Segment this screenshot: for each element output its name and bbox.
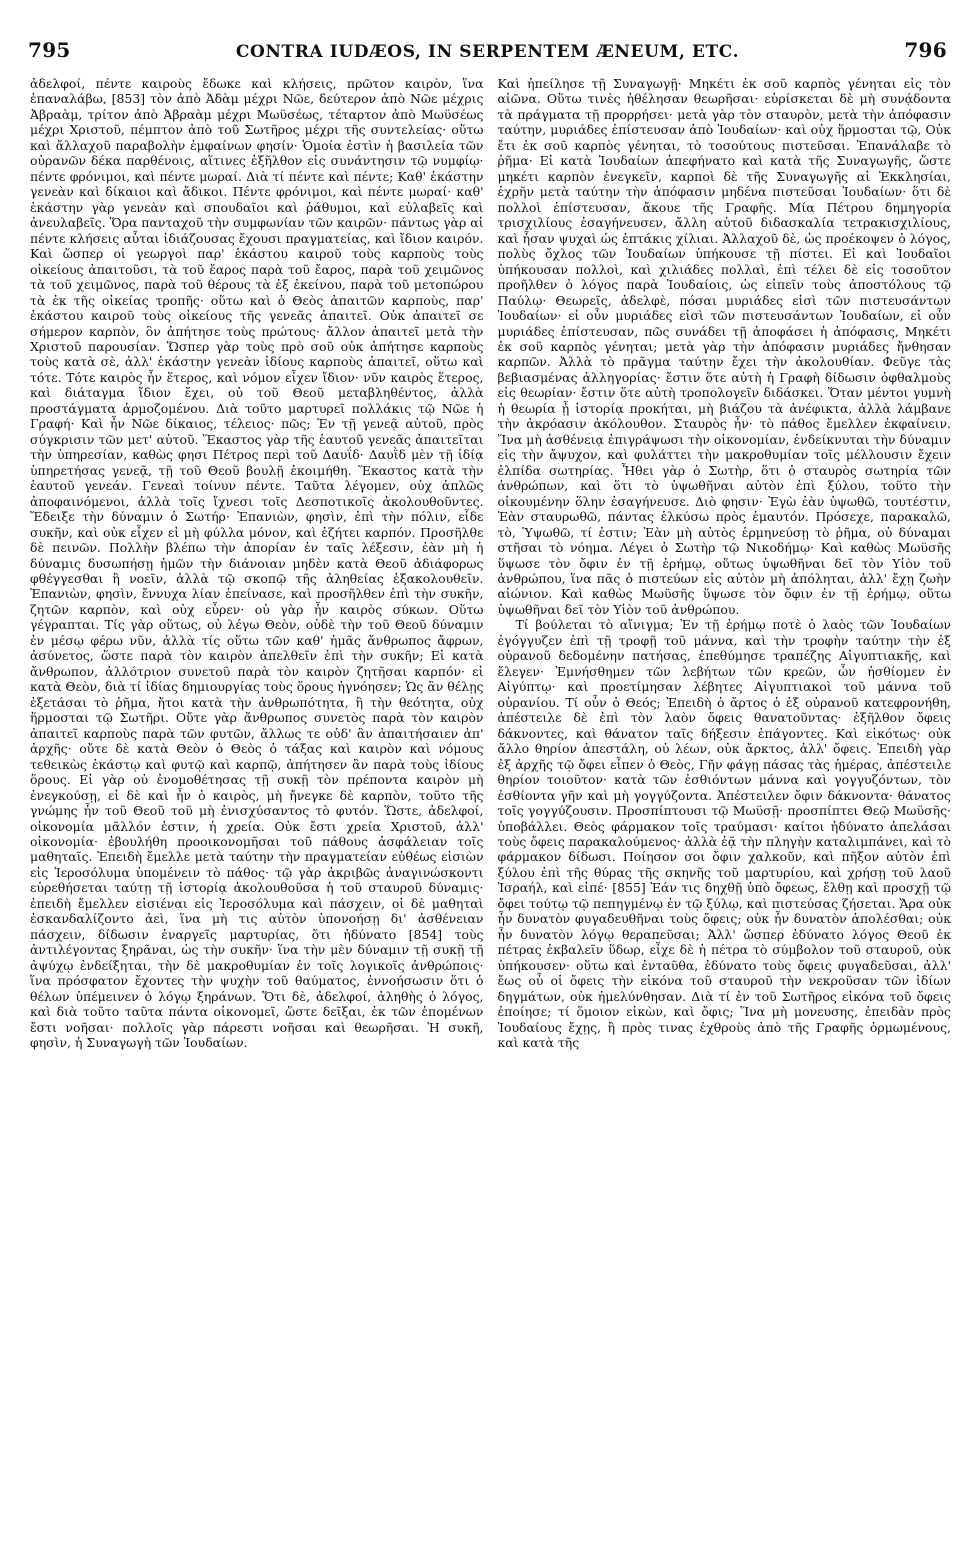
- left-column-text: ἀδελφοί, πέντε καιροὺς ἔδωκε καὶ κλήσεις, πρῶτον καιρὸν, ἵνα ἐπαναλάβω, [853] τὸν ἀπὸ Ἀδὰμ μέχρι Νῶε, δεύτερον ἀπὸ Νῶε μέχρις Ἀβραὰμ, τρίτον ἀπὸ Ἀβραὰμ μέχρι Μωϋσέως, τέταρτον ἀπὸ Μωϋσέως μέχρι Χριστοῦ, πέμπτον ἀπὸ τοῦ Σωτῆρος μέχρι τῆς συντελείας· οὕτω καὶ ἄλλαχοῦ παραβολὴν ἐμφαίνων φησίν· Ὁμοία ἐστὶν ἡ βασιλεία τῶν οὐρανῶν δέκα παρθένοις, αἵτινες ἐξῆλθον εἰς συνάντησιν τῷ νυμφίῳ· πέντε φρόνιμοι, καὶ πέντε μωραί. Διὰ τί πέντε καὶ πέντε; Καθ' ἑκάστην γενεὰν καὶ δίκαιοι καὶ ἄδικοι. Πέντε φρόνιμοι, καὶ πέντε μωραί· καθ' ἑκάστην γὰρ γενεὰν καὶ σπουδαῖοι καὶ ῥάθυμοι, καὶ εὐλαβεῖς καὶ ἀνευλαβεῖς. Ὅρα πανταχοῦ τὴν συμφωνίαν τῶν καιρῶν· πάντως γὰρ αἱ πέντε κλήσεις αὗται ἰδιάζουσας ἔχουσι πραγματείας, καὶ ἴδιον καιρόν. Καὶ ὥσπερ οἱ γεωργοὶ παρ' ἑκάστου καιροῦ τοὺς καρποὺς τοὺς οἰκείους ἀπαιτοῦσι, τὰ τοῦ ἔαρος παρὰ τοῦ ἔαρος, παρὰ τοῦ χειμῶνος τὰ τοῦ χειμῶνος, παρὰ τοῦ θέρους τὰ ἐξ ἐκείνου, παρὰ τοῦ μετοπώρου τὰ ἐκ τῆς οἰκείας τροπῆς· οὕτω καὶ ὁ Θεὸς ἀπαιτῶν καρποὺς, παρ' ἑκάστου καιροῦ τοὺς οἰκείους τῆς γενεᾶς ἀπαιτεῖ. Οὐκ ἀπαιτεῖ σε σήμερον καρπὸν, ὃν ἀπήτησε τοὺς πρώτους· ἄλλον ἀπαιτεῖ μετὰ τὴν Χριστοῦ παρουσίαν. Ὥσπερ γὰρ τοὺς πρὸ σοῦ οὐκ ἀπήτησε καρποὺς τοὺς κατὰ σὲ, ἀλλ' ἑκάστην γενεὰν ἰδίους καρποὺς ἀπαιτεῖ, οὕτω καὶ τότε. Τότε καιρὸς ἦν ἕτερος, καὶ νόμον εἶχεν ἴδιον· νῦν καιρὸς ἕτερος, καὶ διάταγμα ἴδιον ἔχει, οὐ τοῦ Θεοῦ μεταβληθέντος, ἀλλὰ προστάγματα ἁρμοζομένου. Διὰ τοῦτο μαρτυρεῖ πολλάκις τῷ Νῶε ἡ Γραφή· Καὶ ἦν Νῶε δίκαιος, τέλειος· πῶς; Ἐν τῇ γενεᾷ αὐτοῦ, πρὸς σύγκρισιν τῶν μετ' αὐτοῦ. Ἕκαστος γὰρ τῆς ἑαυτοῦ γενεᾶς ἀπαιτεῖται τὴν ὑπηρεσίαν, καθὼς φησι Πέτρος περὶ τοῦ Δαυΐδ· Δαυῒδ μὲν τῇ ἰδίᾳ ὑπηρετήσας γενεᾷ, τῇ τοῦ Θεοῦ βουλῇ ἐκοιμήθη. Ἕκαστος κατὰ τὴν ἑαυτοῦ γενεάν. Γενεαὶ τοίνυν πέντε. Ταῦτα λέγομεν, οὐχ ἁπλῶς ἀποφαινόμενοι, ἀλλὰ τοῖς ἴχνεσι τοῖς Δεσποτικοῖς ἀκολουθοῦντες. Ἔδειξε τὴν δύναμιν ὁ Σωτήρ· Ἐπανιὼν, φησὶν, ἐπὶ τὴν πόλιν, εἶδε συκῆν, καὶ οὐκ εἶχεν εἰ μὴ φύλλα μόνον, καὶ ἐζήτει καρπόν. Προσῆλθε δὲ πεινῶν. Πολλὴν βλέπω τὴν ἀπορίαν ἐν ταῖς λέξεσιν, ἐὰν μὴ ἡ δύναμις δυσωπήσῃ ἡμῶν τὴν διάνοιαν μηδὲν κατὰ Θεοῦ ἀδιάφορως φθέγγεσθαι ἢ νοεῖν, ἀλλὰ τῷ σκοπῷ τῆς ἀληθείας ἐξακολουθεῖν. Ἐπανιὼν, φησὶν, ἔννυχα λίαν ἐπείνασε, καὶ προσῆλθεν ἐπὶ τὴν συκῆν, ζητῶν καρπὸν, καὶ οὐχ εὗρεν· οὐ γὰρ ἦν καιρὸς σύκων. Οὕτω γέγραπται. Τίς γὰρ οὕτως, οὐ λέγω Θεὸν, οὐδὲ τὴν τοῦ Θεοῦ δύναμιν ἐν μέσῳ φέρω νῦν, ἀλλὰ τίς οὕτω τῶν καθ' ἡμᾶς ἄνθρωπος ἄφρων, ἀσύνετος, ὥστε παρὰ τὸν καιρὸν ἀπελθεῖν ἐπὶ τὴν συκῆν; Εἰ κατὰ ἄνθρωπον, ἀλλότριον συνετοῦ παρὰ τὸν καιρὸν ζητῆσαι καρπόν· εἰ κατὰ Θεὸν, διὰ τί ἰδίας δημιουργίας τοὺς ὅρους ἠγνόησεν; Ὡς ἂν θέλῃς ἐξετάσαι τὸ ῥῆμα, ἤτοι κατὰ τὴν ἀνθρωπότητα, ἢ τὴν θεότητα, οὐχ ἥρμοσται τῷ Σωτῆρι. Οὔτε γὰρ ἄνθρωπος συνετὸς παρὰ τὸν καιρὸν ἀπαιτεῖ καρποὺς παρὰ τῶν φυτῶν, ἄλλως τε οὐδ' ἂν ἀπαιτήσαιεν ἀπ' ἀρχῆς· οὔτε δὲ κατὰ Θεὸν ὁ Θεὸς ὁ τάξας καὶ καιρὸν καὶ νόμους τεθεικὼς ἑκάστῳ καὶ φυτῷ καὶ καρπῷ, ἀπήτησεν ἂν παρὰ τοὺς ἰδίους ὅρους. Εἰ γὰρ οὐ ἐνομοθέτησας τῇ συκῇ τὸν πρέποντα καιρὸν μὴ ἐνεγκούσῃ, εἰ δὲ καὶ ἦν ὁ καιρὸς, μὴ ἤνεγκε δὲ καρπὸν, τοῦτο τῆς γνώμης ἦν τοῦ Θεοῦ τοῦ μὴ ἐνισχύσαντος τὸ φυτόν. Ὥστε, ἀδελφοί, οἰκονομία μᾶλλόν ἐστιν, ἡ χρεία. Οὐκ ἔστι χρεία Χριστοῦ, ἀλλ' οἰκονομία· ἐβουλήθη προοικονομῆσαι τοῦ πάθους ἀσφάλειαν τοῖς μαθηταῖς. Ἐπειδὴ ἔμελλε μετὰ ταύτην τὴν πραγματείαν εὐθέως εἰσιὼν εἰς Ἱεροσόλυμα ὑπομένειν τὸ πάθος· τῷ γὰρ ἀκριβῶς ἀναγινώσκοντι εὑρεθήσεται ταύτῃ τῇ ἱστορίᾳ ἀκολουθοῦσα ἡ τοῦ σταυροῦ δύναμις· ἐπειδὴ ἔμελλεν εἰσιέναι εἰς Ἱεροσόλυμα καὶ πάσχειν, οἱ δὲ μαθηταὶ ἐσκανδαλίζοντο ἀεὶ, ἵνα μὴ τις αὐτὸν ὑπονοήσῃ δι' ἀσθένειαν πάσχειν, δίδωσιν ἐναργεῖς μαρτυρίας, ὅτι ἠδύνατο [854] τοὺς ἀντιλέγοντας ξηρᾶναι, ὡς τὴν συκῆν· ἵνα τὴν μὲν δύναμιν τῇ συκῇ τῇ ἀψύχῳ ἐνδείξηται, τὴν δὲ μακροθυμίαν ἐν τοῖς λογικοῖς ἀνθρώποις· ἵνα πρόσφατον ἔχοντες τὴν ψυχὴν τοῦ θαύματος, ἐννοήσωσιν ὅτι ὁ θέλων ὑπέμεινεν ὁ λόγῳ ξηράνων. Ὅτι δὲ, ἀδελφοί, ἀληθὴς ὁ λόγος, καὶ διὰ τοῦτο ταῦτα πάντα οἰκονομεῖ, ὥστε δεῖξαι, ἐκ τῶν ἑπομένων ἔστι νοῆσαι· πολλοῖς γὰρ πάρεστι νοῆσαι καὶ θεωρῆσαι. Ἡ συκῆ, φησὶν, ἡ Συναγωγὴ τῶν Ἰουδαίων.: [30, 76, 484, 1051]
- right-column-paragraph-2: Τί βούλεται τὸ αἴνιγμα; Ἐν τῇ ἐρήμῳ ποτὲ ὁ λαὸς τῶν Ἰουδαίων ἐγόγγυζεν ἐπὶ τῇ τροφῇ τοῦ μάννα, καὶ τὴν τροφὴν ταύτην τὴν ἐξ οὐρανοῦ δεδομένην πατήσας, ἐπεθύμησε τραπέζης Αἰγυπτιακῆς, καὶ ἔλεγεν· Ἐμνήσθημεν τῶν λεβήτων τῶν κρεῶν, ὧν ἠσθίομεν ἐν Αἰγύπτῳ· καὶ προετίμησαν λέβητες Αἰγυπτιακοὶ τοῦ μάννα τοῦ οὐρανίου. Τί οὖν ὁ Θεός; Ἐπειδὴ ὁ ἄρτος ὁ ἐξ οὐρανοῦ κατεφρονήθη, ἀπέστειλε δὲ ἐπὶ τὸν λαὸν ὄφεις θανατοῦντας· ἐξῆλθον ὄφεις δάκνοντες, καὶ θάνατον ταῖς δήξεσιν ἐπάγοντες. Καὶ εἰκότως· οὐκ ἄλλο θηρίον ἀπεστάλη, οὐ λέων, οὐκ ἄρκτος, ἀλλ' ὄφεις. Ἐπειδὴ γὰρ ἐξ ἀρχῆς τῷ ὄφει εἶπεν ὁ Θεὸς, Γῆν φάγῃ πάσας τὰς ἡμέρας, ἀπέστειλε θηρίον τοιοῦτον· κατὰ τῶν ἐσθιόντων μάννα καὶ γογγυζόντων, τὸν ἐσθίοντα γῆν καὶ μὴ γογγύζοντα. Ἀπέστειλεν ὄφιν δάκνοντα· θάνατος τοῖς γογγύζουσιν. Προσπίπτουσι τῷ Μωϋσῇ· προσπίπτει Θεῷ Μωϋσῆς· ὑποβάλλει. Θεὸς φάρμακον τοῖς τραύμασι· καίτοι ἠδύνατο ἀπελάσαι τοὺς ὄφεις παρακαλούμενος· ἀλλὰ ἐᾷ τὴν πληγὴν καταλιμπάνει, καὶ τὸ φάρμακον δίδωσι. Ποίησον σοι ὄφιν χαλκοῦν, καὶ πῆξον αὐτὸν ἐπὶ ξύλου ἐπὶ τῆς θύρας τῆς σκηνῆς τοῦ μαρτυρίου, καὶ χρήσῃ τοῦ λαοῦ Ἰσραήλ, καὶ εἰπέ· [855] Ἐάν τις δηχθῇ ὑπὸ ὄφεως, ἔλθῃ καὶ προσχῇ τῷ ὄφει τούτῳ τῷ πεπηγμένῳ ἐν τῷ ξύλῳ, καὶ πιστεύσας ζήσεται. Ἄρα οὐκ ἦν δυνατὸν φυγαδευθῆναι τοὺς ὄφεις; οὐκ ἦν δυνατὸν ἀπολέσθαι; οὐκ ἦν δυνατὸν λόγῳ θεραπεῦσαι; Ἀλλ' ὥσπερ ἐδύνατο λόγος Θεοῦ ἐκ πέτρας ἐκβαλεῖν ὕδωρ, εἶχε δὲ ἡ πέτρα τὸ σύμβολον τοῦ σταυροῦ, οὐκ ὑπήκουσεν· οὕτω καὶ ἐνταῦθα, ἐδύνατο τοὺς ὄφεις φυγαδεῦσαι, ἀλλ' ἔως οὗ οἱ ὄφεις τὴν εἰκόνα τοῦ σταυροῦ τὴν νεκροῦσαν τῶν ἰδίων δηγμάτων, οὐκ ἠμελύνθησαν. Διὰ τί ἐν τοῦ Σωτῆρος εἰκόνα τοῦ ὄφεις ἐποίησε; τί ὅμοιον εἰκὼν, καὶ ὄφις; Ἵνα μὴ μονευσης, ἐπειδὰν πρὸς Ἰουδαίους ἔχῃς, ἢ πρὸς τινας ἐχθροὺς ἀπὸ τῆς Γραφῆς ὁρμωμένους, καὶ κατὰ τῆς: [497, 617, 951, 1051]
- text-columns: [30, 76, 951, 1533]
- page-number-left: 795: [28, 38, 71, 62]
- right-column: [498, 76, 952, 1533]
- right-column-paragraph-1: Καὶ ἠπείλησε τῇ Συναγωγῇ· Μηκέτι ἐκ σοῦ καρπὸς γένηται εἰς τὸν αἰῶνα. Οὕτω τινὲς ἠθέλησαν θεωρῆσαι· εὑρίσκεται δὲ μὴ συνᾴδοντα τὰ πράγματα τῇ προρρήσει· μετὰ γὰρ τὸν σταυρὸν, μετὰ τὴν ἀπόφασιν ταύτην, μυριάδες ἐπίστευσαν ἀπὸ Ἰουδαίων· καὶ οὐχ ἥρμοσται τῷ, Οὐκ ἔτι ἐκ σοῦ καρπὸς γένηται, τὸ τοσούτους πιστεῦσαι. Ἐπανάλαβε τὸ ῥῆμα· Εἰ κατὰ Ἰουδαίων ἀπεφήνατο καὶ κατὰ τῆς Συναγωγῆς, ὥστε μηκέτι καρπὸν ἐνεγκεῖν, καρποὶ δὲ τῆς Συναγωγῆς αἱ Ἐκκλησίαι, ἐχρῆν μετὰ ταύτην τὴν ἀπόφασιν μηδένα πιστεῦσαι Ἰουδαίων· ὅτι δὲ πολλοὶ ἐπίστευσαν, ἄκουε τῆς Γραφῆς. Μία Πέτρου δημηγορία τρισχιλίους ἐσαγήνευσεν, ἄλλη αὐτοῦ διδασκαλία τετρακισχιλίους, καὶ ἦσαν ψυχαὶ ὡς ἑπτάκις χίλιαι. Ἀλλαχοῦ δὲ, ὡς προέκοψεν ὁ λόγος, πολὺς ὄχλος τῶν Ἰουδαίων ὑπήκουσε τῇ πίστει. Εἰ καὶ Ἰουδαῖοι ὑπήκουσαν πολλοὶ, καὶ χιλιάδες πολλαὶ, ἐπὶ τέλει δὲ εἰς τοσοῦτον προῆλθεν ὁ λόγος παρὰ Ἰουδαίοις, ὡς εἰπεῖν τοὺς ἀποστόλους τῷ Παύλῳ· Θεωρεῖς, ἀδελφὲ, πόσαι μυριάδες εἰσὶ τῶν πιστευσάντων Ἰουδαίων· εἰ οὖν μυριάδες εἰσὶ τῶν πιστευσάντων Ἰουδαίων, εἰ οὖν μυριάδες ἐπίστευσαν, πῶς συνάδει τῇ ἀποφάσει ἡ ἀπόφασις, Μηκέτι ἐκ σοῦ καρπὸς γένηται; μετὰ γὰρ τὴν ἀπόφασιν μυριάδες ἤνθησαν καρπῶν. Ἀλλὰ τὸ πρᾶγμα ταύτην ἔχει τὴν ἀκολουθίαν. Φεῦγε τὰς βεβιασμένας ἀλληγορίας· ἔστιν ὅτε αὐτὴ ἡ Γραφὴ δίδωσιν ὀφθαλμοὺς εἰς θεωρίαν· ἔστιν ὅτε αὐτὴ τροπολογεῖν διδάσκει. Ὅταν μέντοι γυμνὴ ἡ θεωρία ᾖ ἱστορίᾳ προκήται, μὴ βιάζου τὰ ἀνέφικτα, ἀλλὰ λάμβανε τὴν ἀκρόασιν ἀκόλουθον. Σταυρὸς ἦν· τὸ πάθος ἔμελλεν ἐκφαίνειν. Ἵνα μὴ ἀσθένειᾳ ἐπιγράψωσι τὴν οἰκονομίαν, ἐνδείκνυται τὴν δύναμιν εἰς τὴν ἄψυχον, καὶ φυλάττει τὴν μακροθυμίαν τοῖς μέλλουσιν ἔχειν ἐλπίδα σωτηρίας. Ἦθει γὰρ ὁ Σωτὴρ, ὅτι ὁ σταυρὸς σωτηρία τῶν ἀνθρώπων, καὶ ὅτι τὸ ὑψωθῆναι αὐτὸν ἐπὶ ξύλου, τοῦτο τὴν οἰκουμένην ὅλην ἐσαγήνευσε. Διὸ φησιν· Ἐγὼ ἐὰν ὑψωθῶ, τουτέστιν, Ἐὰν σταυρωθῶ, πάντας ἑλκύσω πρὸς ἐμαυτόν. Πρόσεχε, παρακαλῶ, τὸ, Ὑψωθῶ, τί ἐστιν; Ἐὰν μὴ αὐτὸς ἑρμηνεύσῃ τὸ ῥῆμα, οὐ δύναμαι στῆσαι τὸ νόημα. Λέγει ὁ Σωτὴρ τῷ Νικοδήμῳ· Καὶ καθὼς Μωϋσῆς ὕψωσε τὸν ὄφιν ἐν τῇ ἐρήμῳ, οὕτως ὑψωθῆναι δεῖ τὸν Υἱὸν τοῦ ἀνθρώπου, ἵνα πᾶς ὁ πιστεύων εἰς αὐτὸν μὴ ἀπόληται, ἀλλ' ἔχῃ ζωὴν αἰώνιον. Καὶ καθὼς Μωϋσῆς ὕψωσε τὸν ὄφιν ἐν τῇ ἐρήμῳ, οὕτω ὑψωθῆναι δεῖ τὸν Υἱὸν τοῦ ἀνθρώπου.: [497, 76, 951, 617]
- page-number-right: 796: [904, 38, 947, 62]
- left-column: [30, 76, 484, 1533]
- running-header: [28, 38, 947, 68]
- running-title: CONTRA IUDÆOS, IN SERPENTEM ÆNEUM, ETC.: [235, 42, 740, 62]
